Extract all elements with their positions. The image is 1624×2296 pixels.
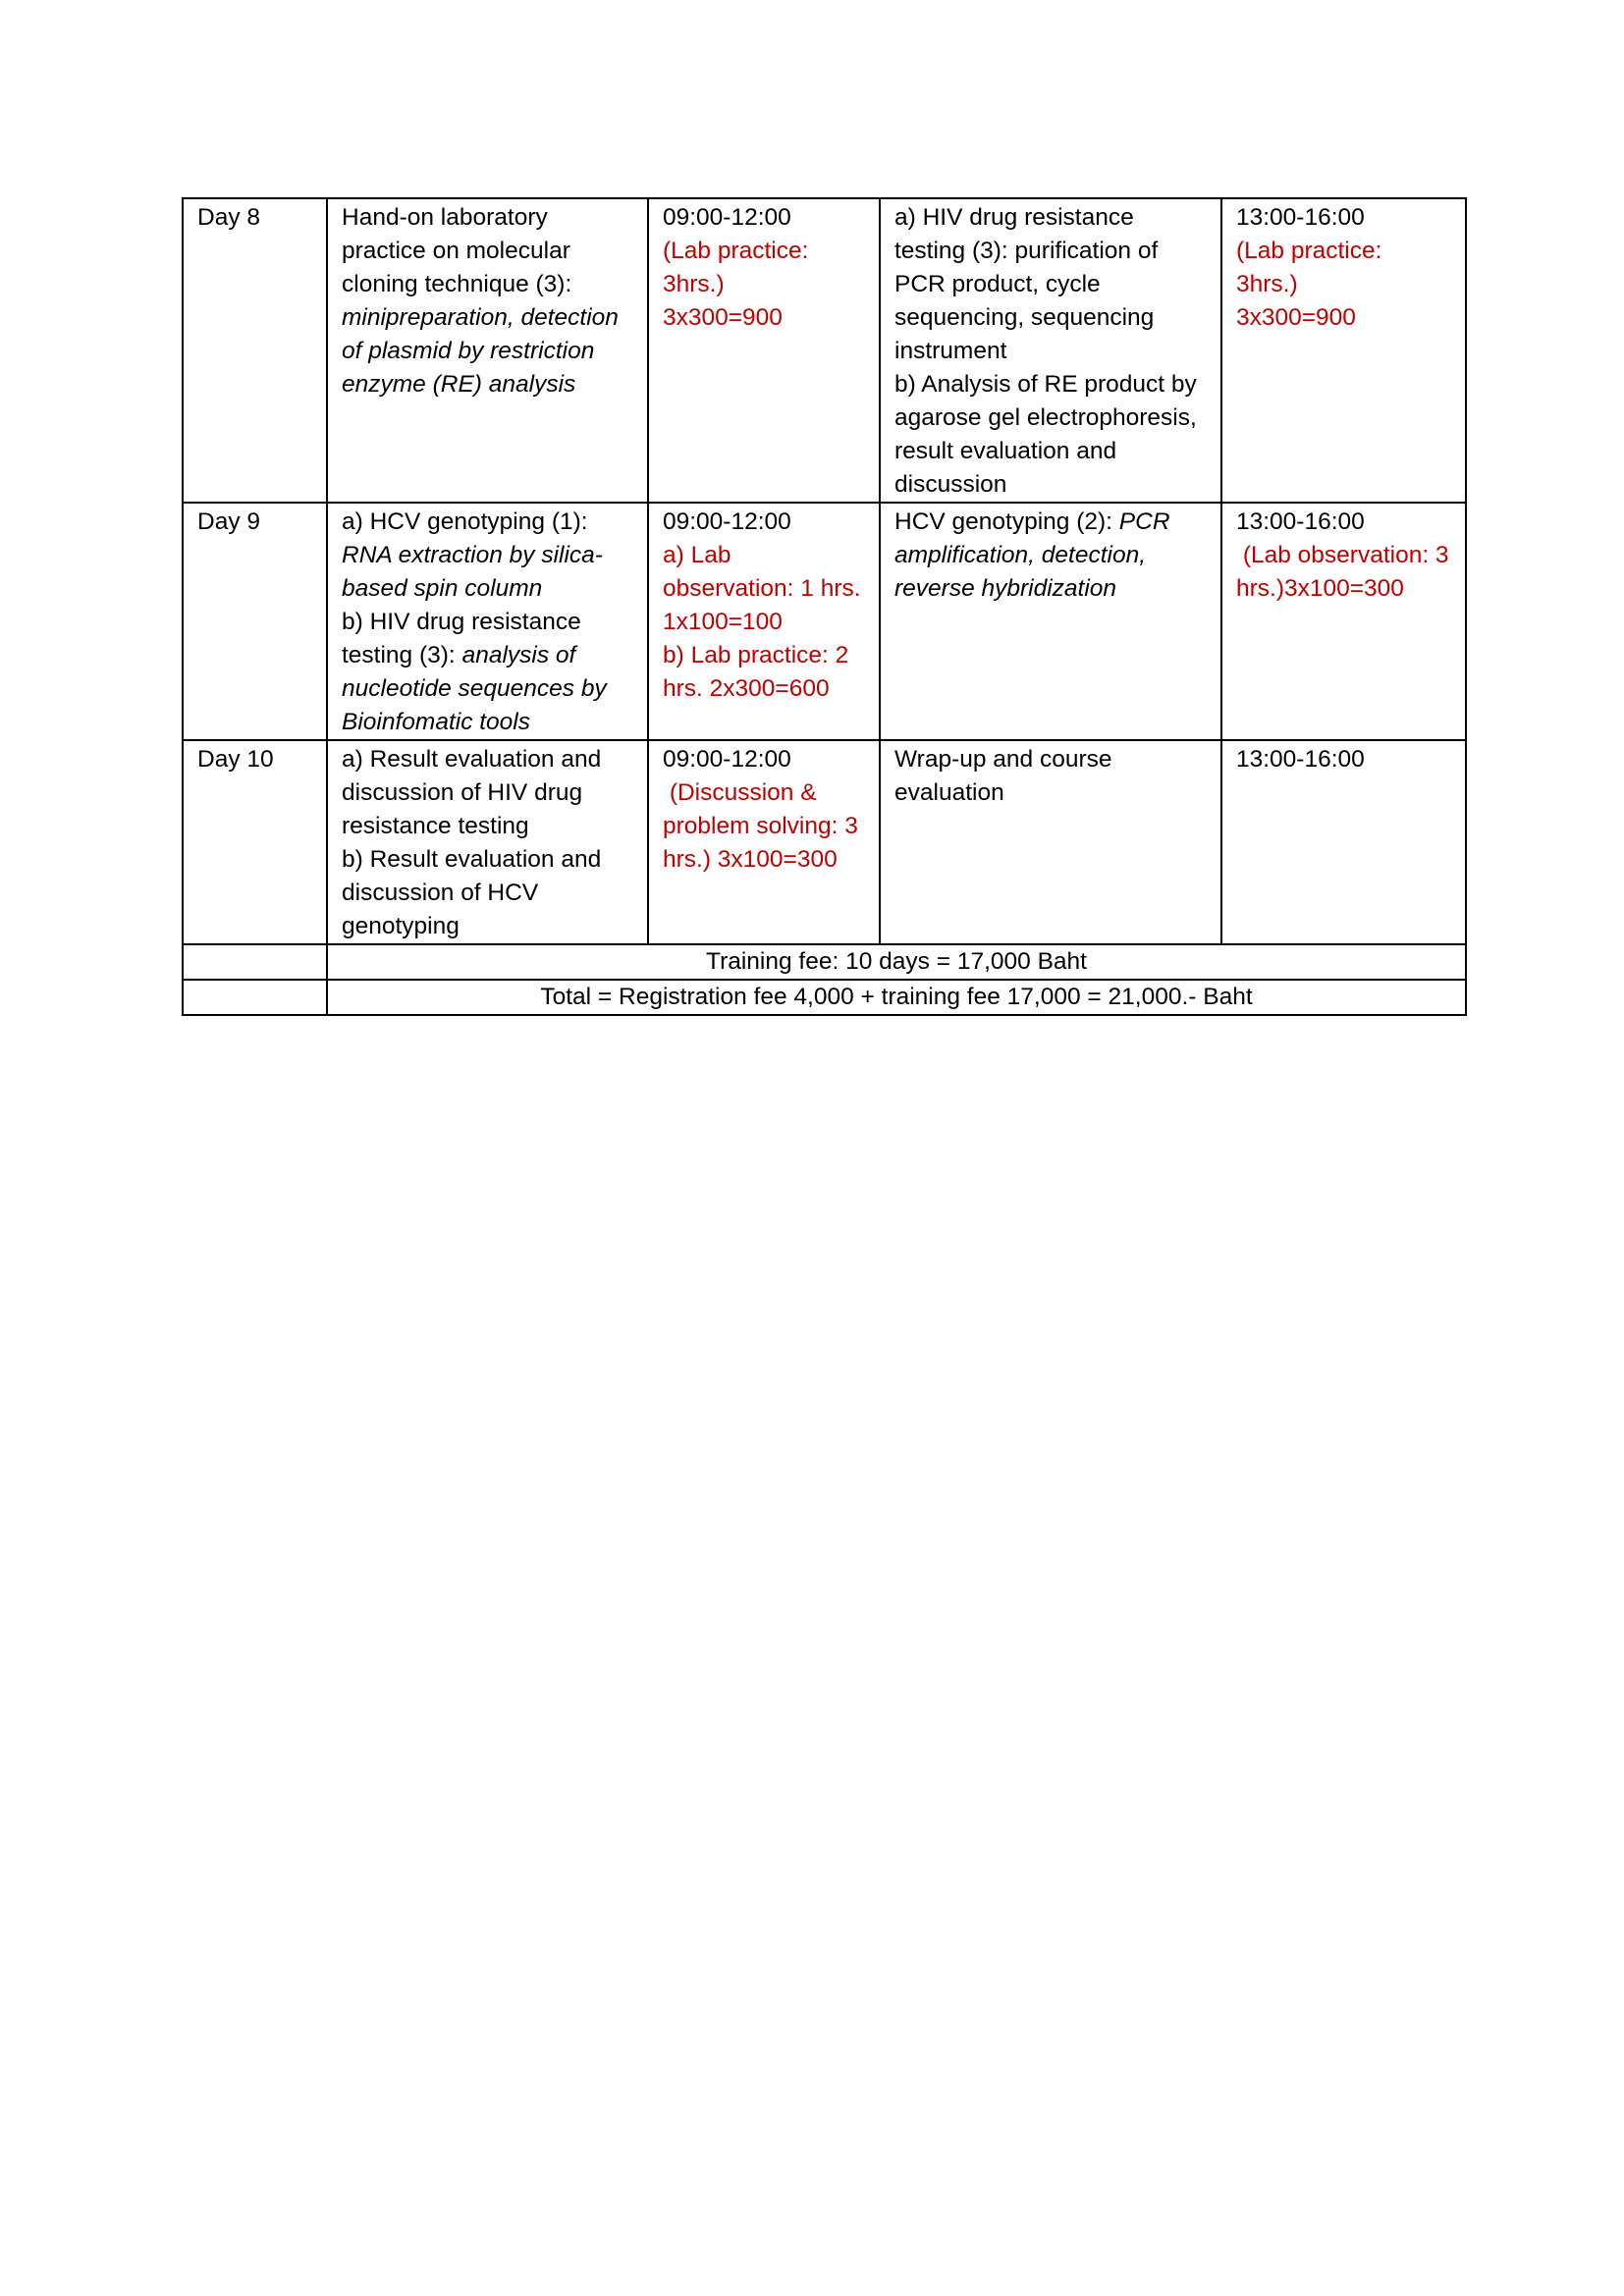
- afternoon-time-cell: 13:00-16:00: [1221, 740, 1466, 944]
- morning-detail-line: (Lab practice:: [663, 238, 809, 264]
- afternoon-detail-line: 3hrs.): [1236, 271, 1298, 297]
- afternoon-detail-line: (Lab practice:: [1236, 238, 1382, 264]
- afternoon-topic-cell: Wrap-up and course evaluation: [880, 740, 1221, 944]
- morning-detail-line: 3hrs.): [663, 271, 725, 297]
- afternoon-detail: (Lab observation: 3 hrs.)3x100=300: [1236, 542, 1456, 602]
- morning-time: 09:00-12:00: [663, 746, 791, 773]
- morning-topic-cell: [327, 198, 648, 503]
- total-row: [183, 980, 1466, 1015]
- afternoon-topic-cell: HCV genotyping (2): PCR amplification, detection, reverse hybridization: [880, 503, 1221, 740]
- morning-topic-italic: minipreparation, detection of plasmid by restriction enzyme (RE) analysis: [342, 304, 619, 398]
- table-row-day-8: [183, 198, 1466, 503]
- table-row-day-10: [183, 740, 1466, 944]
- morning-time-cell: [648, 198, 880, 503]
- afternoon-time: 13:00-16:00: [1236, 508, 1365, 535]
- afternoon-topic-cell: [880, 198, 1221, 503]
- afternoon-topic-a: a) HIV drug resistance testing (3): purification of PCR product, cycle sequencing, sequencing instrument: [894, 204, 1159, 364]
- morning-time: 09:00-12:00: [663, 204, 791, 231]
- empty-cell: [183, 980, 327, 1015]
- empty-cell: [183, 944, 327, 980]
- morning-detail-a: a) Lab observation: 1 hrs. 1x100=100: [663, 542, 861, 635]
- morning-time-cell: [648, 740, 880, 944]
- morning-topic-a: a) Result evaluation and discussion of HIV drug resistance testing: [342, 746, 602, 839]
- day-cell: Day 8: [183, 198, 327, 503]
- morning-topic-plain: Hand-on laboratory practice on molecular cloning technique (3):: [342, 204, 572, 297]
- morning-topic-a: a) HCV genotyping (1): RNA extraction by silica-based spin column: [342, 508, 603, 602]
- training-fee-row: [183, 944, 1466, 980]
- morning-detail-line: 3x300=900: [663, 304, 783, 331]
- afternoon-topic-b: b) Analysis of RE product by agarose gel electrophoresis, result evaluation and discussion: [894, 371, 1197, 498]
- total-fee: Total = Registration fee 4,000 + training fee 17,000 = 21,000.- Baht: [327, 980, 1466, 1015]
- day-cell: Day 9: [183, 503, 327, 740]
- morning-topic-cell: [327, 503, 648, 740]
- morning-time: 09:00-12:00: [663, 508, 791, 535]
- afternoon-time: 13:00-16:00: [1236, 204, 1365, 231]
- afternoon-detail-line: 3x300=900: [1236, 304, 1356, 331]
- morning-topic-b: b) Result evaluation and discussion of HCV genotyping: [342, 846, 602, 939]
- day-cell: Day 10: [183, 740, 327, 944]
- afternoon-time-cell: [1221, 503, 1466, 740]
- morning-time-cell: [648, 503, 880, 740]
- afternoon-time-cell: [1221, 198, 1466, 503]
- morning-topic-b: b) HIV drug resistance testing (3): analysis of nucleotide sequences by Bioinfomatic tools: [342, 609, 607, 735]
- morning-detail: (Discussion & problem solving: 3 hrs.) 3x100=300: [663, 779, 865, 873]
- morning-topic-cell: [327, 740, 648, 944]
- training-fee: Training fee: 10 days = 17,000 Baht: [327, 944, 1466, 980]
- schedule-table: [182, 197, 1467, 1016]
- morning-detail-b: b) Lab practice: 2 hrs. 2x300=600: [663, 642, 849, 702]
- table-row-day-9: [183, 503, 1466, 740]
